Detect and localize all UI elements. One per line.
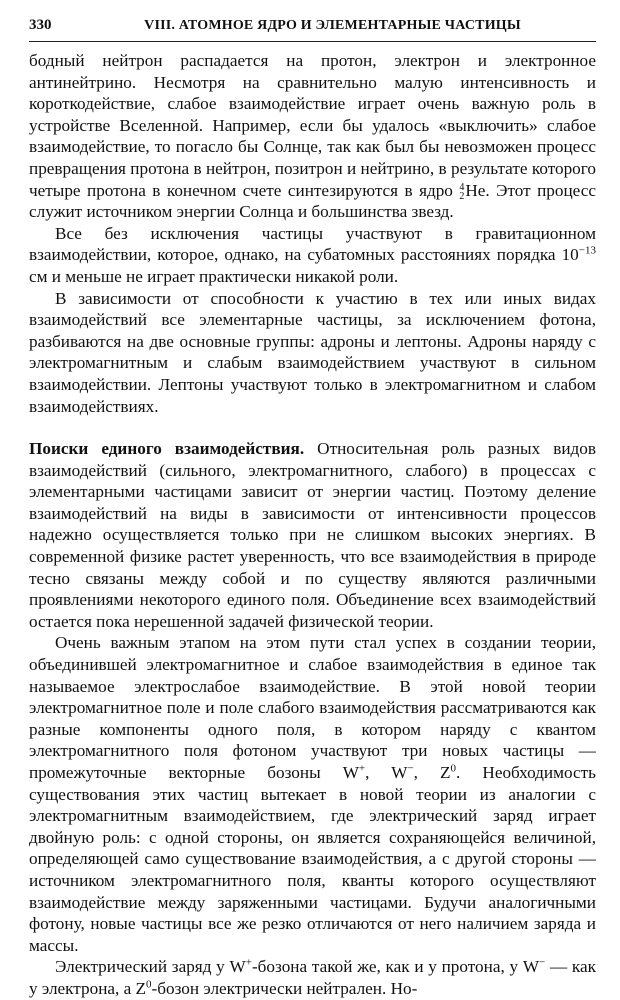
superscript: 0 — [146, 978, 152, 991]
superscript: 0 — [450, 762, 457, 775]
paragraph-weak-interaction — [29, 50, 596, 223]
text-run: бодный нейтрон распадается на протон, электрон и электронное антинейтрино. Несмотря на сравнительно малую интенсивность и короткодействие, слабое взаимодействие играет очень важную роль в устройстве Вселенной. Например, если бы удалось «выключить» слабое взаимодействие, то погасло бы Солнце, так как был бы невозможен процесс превращения протона в нейтрон, позитрон и нейтрино, в результате которого четыре протона в конечном счете синтезируются в ядро — [29, 51, 596, 200]
nuclide-indices — [459, 183, 464, 201]
text-run: , W — [365, 763, 408, 782]
paragraph-electroweak — [29, 632, 596, 956]
charge-number: 2 — [459, 190, 465, 202]
page-number: 330 — [29, 17, 52, 33]
text-run: -бозона такой же, как и у протона, у W — [251, 957, 540, 977]
mass-number: 4 — [459, 181, 465, 193]
element-symbol: He — [465, 180, 486, 200]
superscript: + — [245, 956, 252, 969]
text-run: Все без исключения частицы участвуют в гравитационном взаимодействии, которое, однако, на субатомных расстояниях порядка 10 — [29, 223, 596, 265]
paragraph-unified-search — [29, 438, 596, 632]
superscript: + — [358, 762, 366, 775]
section-heading: Поиски единого взаимодействия. — [29, 439, 305, 459]
text-run: . Этот процесс служит источником энергии Солнца и большинства звезд. — [29, 180, 596, 222]
text-run: см и меньше не играет практически никакой роли. — [29, 266, 399, 286]
body-text — [29, 50, 596, 1000]
exponent: −13 — [578, 244, 596, 257]
text-run: — как у электрона, а Z — [29, 957, 596, 998]
text-run: -бозон электрически нейтрален. Но- — [151, 978, 418, 998]
text-run: Электрический заряд у W — [55, 957, 246, 977]
running-head — [29, 17, 596, 42]
paragraph-gravitation — [29, 223, 596, 288]
superscript: − — [407, 762, 414, 775]
text-run: , Z — [413, 763, 451, 782]
text-run: . Необходимость существования этих частиц вытекает в новой теории из аналогии с электромагнитным взаимодействием, где электрический заряд играет двойную роль: с одной стороны, он является сохраняющейся величиной, определяющей само существование взаимодействия, а с другой стороны — источником электромагнитного поля, кванты которого осуществляют взаимодействие между заряженными частицами. Будучи аналогичными фотону, новые частицы все же резко отличаются от него наличием заряда и массы. — [29, 763, 596, 955]
chapter-title: VIII. АТОМНОЕ ЯДРО И ЭЛЕМЕНТАРНЫЕ ЧАСТИЦЫ — [144, 18, 521, 33]
superscript: − — [539, 956, 546, 969]
text-run: Относительная роль разных видов взаимодействий (сильного, электромагнитного, слабого) в процессах с элементарными частицами зависит от энергии частиц. Поэтому деление взаимодействий на виды в зависимости от интенсивности процессов надежно осуществляется только при не слишком высоких энергиях. В современной физике растет уверенность, что все взаимодействия в природе тесно связаны между собой и по существу являются различными проявлениями некоторого единого поля. Объединение всех взаимодействий остается пока нерешенной задачей физической теории. — [29, 439, 596, 631]
paragraph-boson-charge — [29, 956, 596, 999]
text-run: Очень важным этапом на этом пути стал успех в создании теории, объединившей электромагнитное и слабое взаимодействия в единое так называемое электрослабое взаимодействие. В этой новой теории электромагнитное поле и поле слабого взаимодействия рассматриваются как разные компоненты одного поля, в котором наряду с квантом электромагнитного поля фотоном участвуют три новых частицы — промежуточные векторные бозоны W — [29, 633, 596, 782]
paragraph-particle-groups: В зависимости от способности к участию в тех или иных видах взаимодействий все элементарные частицы, за исключением фотона, разбиваются на две основные группы: адроны и лептоны. Адроны наряду с электромагнитным и слабым взаимодействием участвуют в сильном взаимодействии. Лептоны участвуют только в электромагнитном и слабом взаимодействиях. — [29, 288, 596, 416]
